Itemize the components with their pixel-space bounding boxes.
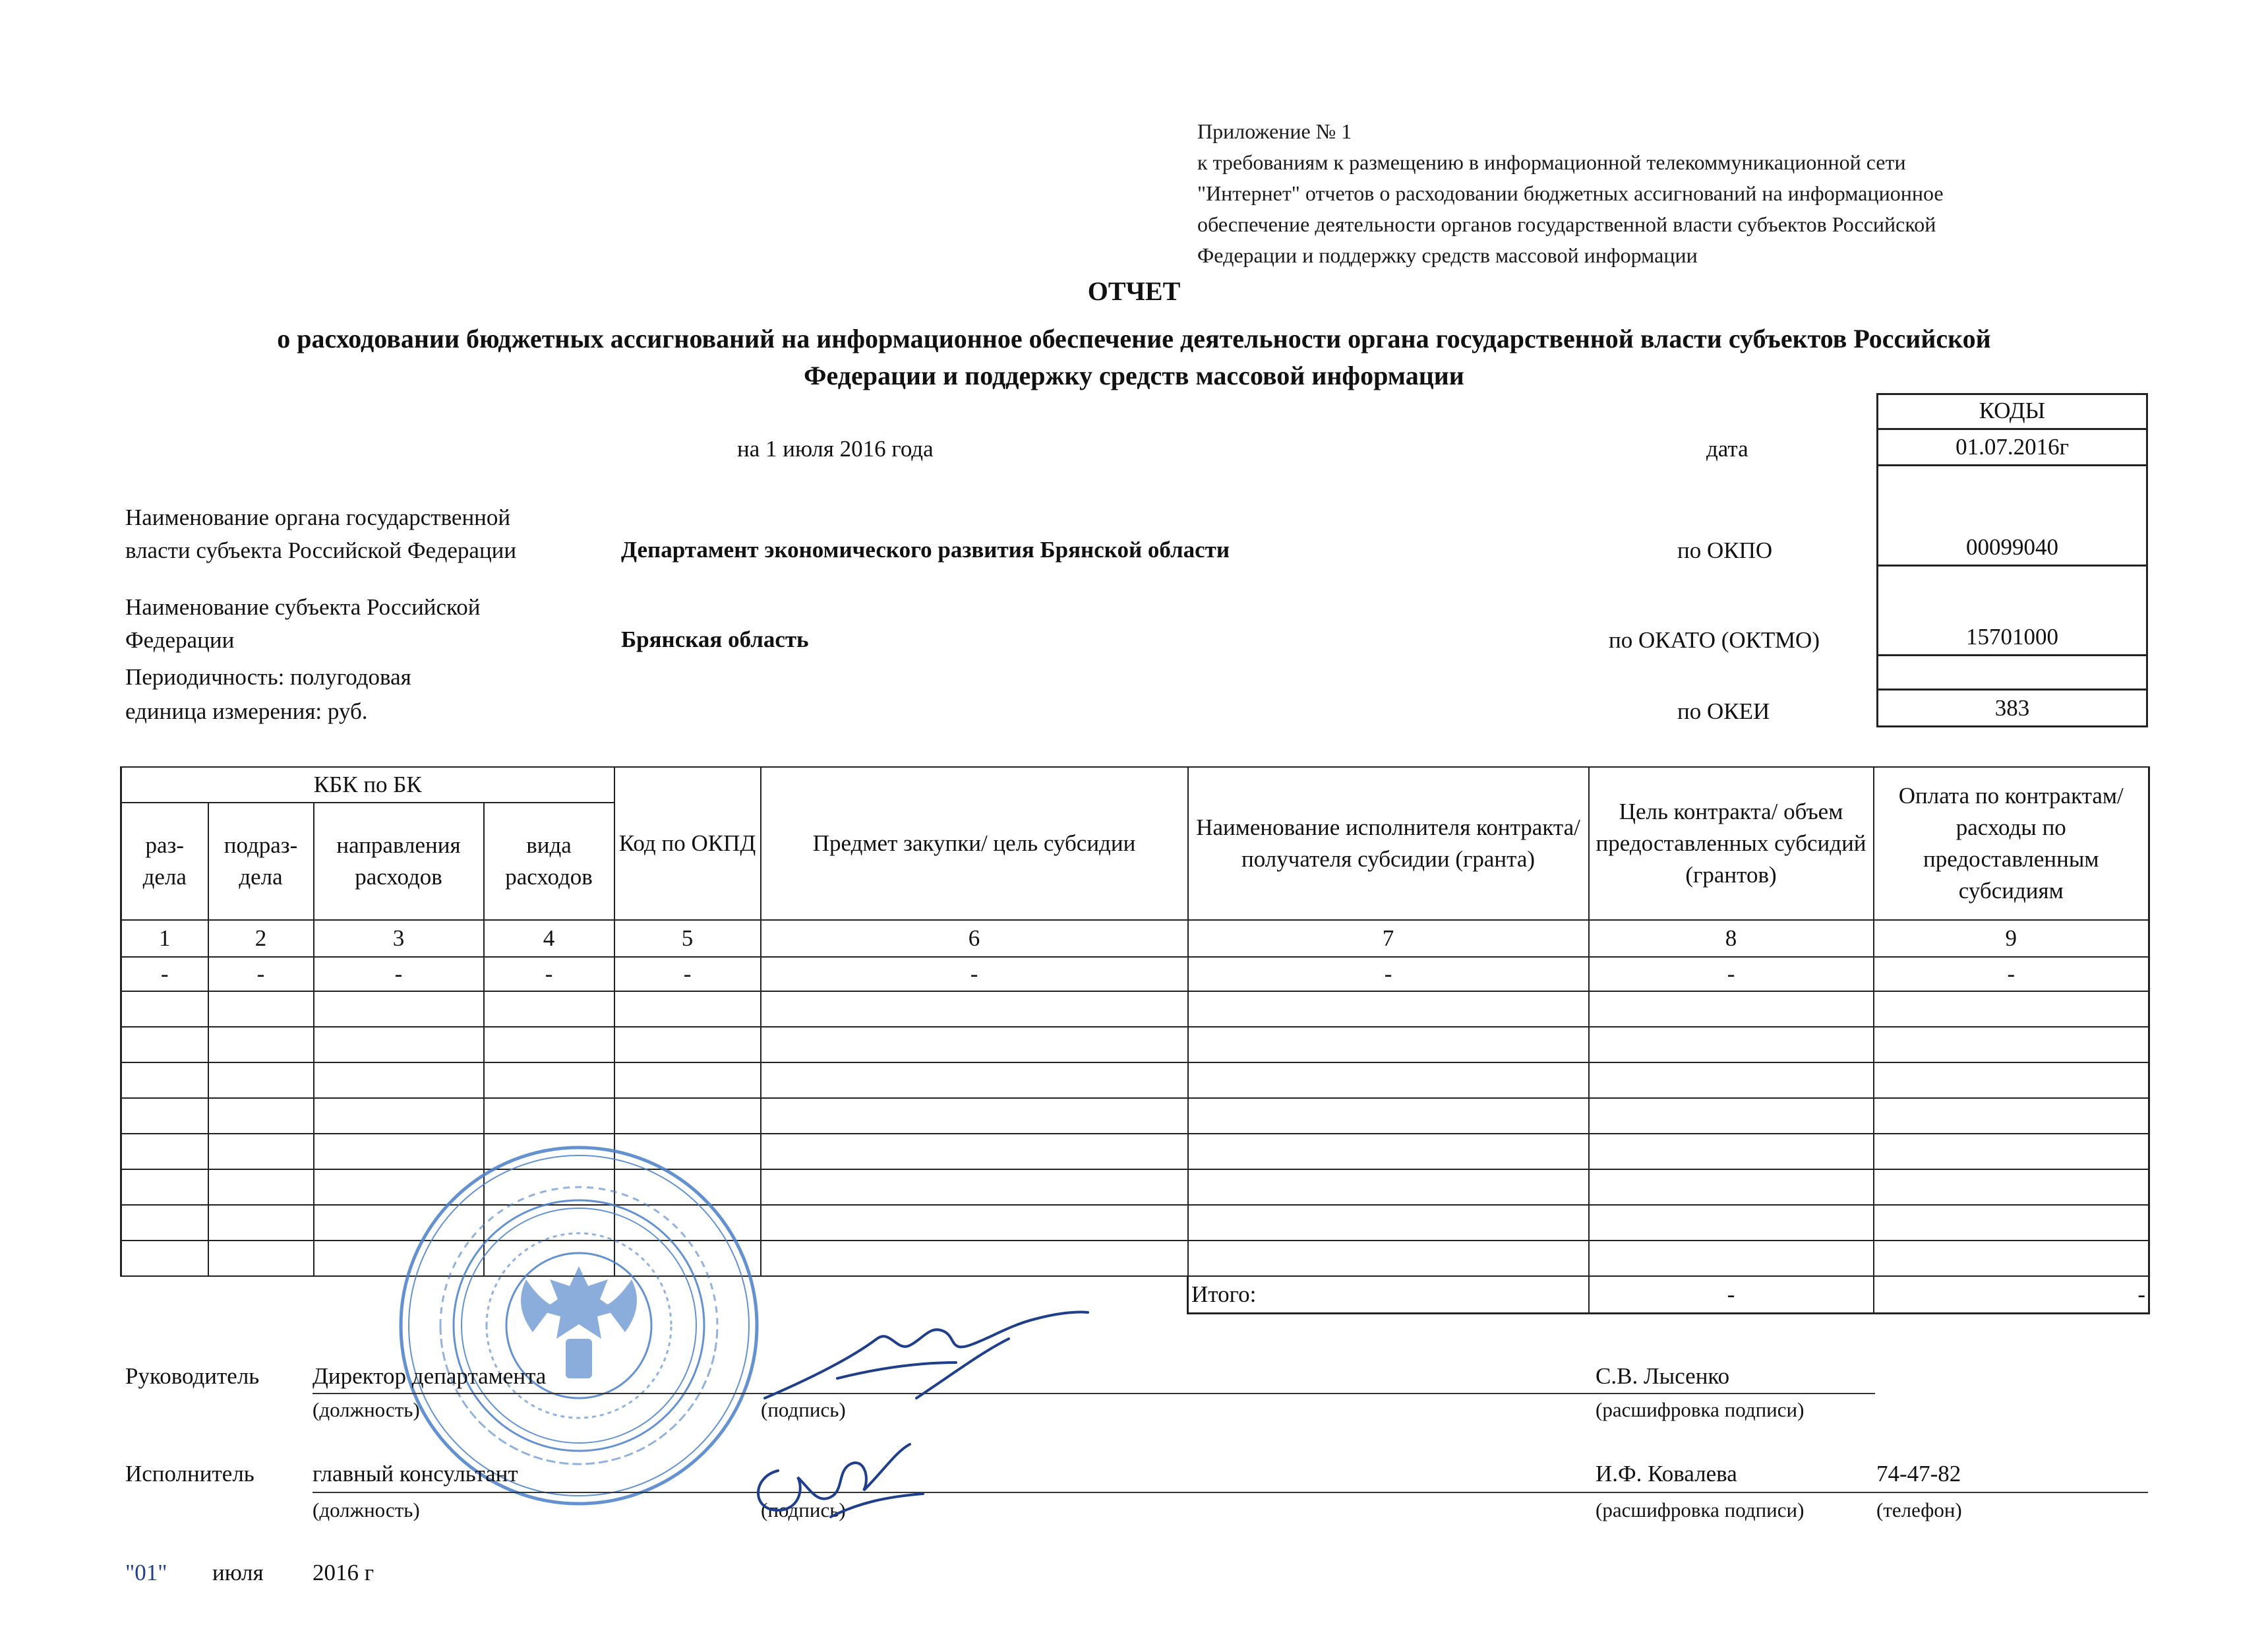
table-cell [121, 1027, 208, 1062]
column-numbers-row [121, 920, 2149, 957]
appendix-line: "Интернет" отчетов о расходовании бюджетных ассигнований на информационное [1197, 181, 1944, 205]
codes-empty-cell [1876, 656, 2148, 690]
hint-position: (должность) [313, 1398, 420, 1421]
table-cell [614, 1062, 761, 1098]
col-number: 7 [1188, 920, 1589, 957]
table-cell [761, 1062, 1188, 1098]
executor-name: И.Ф. Ковалева [1596, 1461, 1737, 1487]
report-date-line: на 1 июля 2016 года [737, 436, 934, 462]
table-cell: - [314, 957, 484, 991]
table-cell [1589, 991, 1874, 1027]
table-cell [614, 1027, 761, 1062]
organ-label-line1: Наименование органа государственной [125, 505, 511, 530]
table-cell [121, 1098, 208, 1134]
table-cell [208, 1134, 314, 1169]
date-day: "01" [125, 1560, 167, 1585]
codes-header: КОДЫ [1876, 393, 2148, 430]
table-cell [208, 1169, 314, 1205]
table-cell [1589, 1169, 1874, 1205]
table-cell [208, 1205, 314, 1241]
table-cell [121, 1134, 208, 1169]
table-row [121, 1062, 2149, 1098]
codes-okato-label: по ОКАТО (ОКТМО) [1609, 627, 1820, 653]
table-cell [1188, 1205, 1589, 1241]
subject-label-line2: Федерации [125, 627, 235, 653]
hint-signature: (подпись) [761, 1498, 846, 1521]
table-cell [121, 1241, 208, 1276]
table-cell [314, 1062, 484, 1098]
col-number: 1 [121, 920, 208, 957]
col-number: 4 [484, 920, 614, 957]
periodicity: Периодичность: полугодовая [125, 664, 411, 690]
hint-signature: (подпись) [761, 1398, 846, 1421]
table-cell: - [1589, 957, 1874, 991]
table-cell [208, 991, 314, 1027]
col-ispolnitel-header: Наименование исполнителя контракта/ получателя субсидии (гранта) [1188, 767, 1589, 920]
date-year: 2016 г [313, 1560, 374, 1585]
executor-phone: 74-47-82 [1876, 1461, 1961, 1487]
codes-okato-value: 15701000 [1876, 567, 2148, 656]
hint-position: (должность) [313, 1498, 420, 1521]
appendix-line: обеспечение деятельности органов государственной власти субъектов Российской [1197, 212, 1936, 236]
table-cell [121, 991, 208, 1027]
table-cell [1188, 1062, 1589, 1098]
executor-signature-line [313, 1492, 2148, 1493]
executor-label: Исполнитель [125, 1461, 254, 1487]
executor-position: главный консультант [313, 1461, 518, 1487]
table-row [121, 957, 2149, 991]
appendix-line: Федерации и поддержку средств массовой информации [1197, 243, 1698, 267]
table-cell [208, 1241, 314, 1276]
col-predmet-header: Предмет закупки/ цель субсидии [761, 767, 1188, 920]
appendix-line: к требованиям к размещению в информационной телекоммуникационной сети [1197, 150, 1906, 174]
table-cell [208, 1098, 314, 1134]
col-number: 6 [761, 920, 1188, 957]
table-cell [1589, 1134, 1874, 1169]
table-cell [484, 991, 614, 1027]
date-month: июля [212, 1560, 264, 1585]
hint-decode: (расшифровка подписи) [1596, 1398, 1805, 1421]
table-cell [1874, 1241, 2149, 1276]
codes-okei-label: по ОКЕИ [1677, 698, 1770, 724]
table-cell [1188, 1169, 1589, 1205]
table-cell [1589, 1241, 1874, 1276]
table-cell [1188, 1098, 1589, 1134]
table-cell [1589, 1098, 1874, 1134]
table-cell: - [1874, 957, 2149, 991]
col-podrazdel-header: подраз-дела [208, 803, 314, 920]
table-cell [761, 1241, 1188, 1276]
table-cell: - [208, 957, 314, 991]
head-label: Руководитель [125, 1363, 260, 1389]
table-cell [1188, 991, 1589, 1027]
appendix-line: Приложение № 1 [1197, 119, 1352, 143]
total-value: - [1589, 1276, 1874, 1314]
codes-okpo-value: 00099040 [1876, 466, 2148, 567]
subject-value: Брянская область [621, 627, 809, 652]
table-cell [1188, 1134, 1589, 1169]
organ-value: Департамент экономического развития Брянской области [621, 537, 1230, 563]
table-row [121, 1027, 2149, 1062]
table-cell [314, 1098, 484, 1134]
table-cell [208, 1062, 314, 1098]
table-cell [484, 1062, 614, 1098]
head-position: Директор департамента [313, 1363, 547, 1389]
table-cell [1874, 1169, 2149, 1205]
report-title: ОТЧЕТ [1087, 276, 1181, 306]
table-cell [1874, 1027, 2149, 1062]
codes-okei-value: 383 [1876, 690, 2148, 727]
col-number: 9 [1874, 920, 2149, 957]
table-cell [121, 1169, 208, 1205]
total-value: - [1874, 1276, 2149, 1314]
col-razdel-header: раз-дела [121, 803, 208, 920]
table-cell [1874, 1098, 2149, 1134]
executor-handwritten-signature [738, 1431, 936, 1543]
table-row [121, 991, 2149, 1027]
head-name: С.В. Лысенко [1596, 1363, 1730, 1389]
hint-phone: (телефон) [1876, 1498, 1962, 1521]
report-subtitle-line1: о расходовании бюджетных ассигнований на информационное обеспечение деятельности органа государственной власти субъектов Российской [277, 324, 1991, 353]
table-cell: - [484, 957, 614, 991]
codes-okpo-label: по ОКПО [1677, 537, 1773, 563]
table-cell [314, 991, 484, 1027]
col-oplata-header: Оплата по контрактам/расходы по предоставленным субсидиям [1874, 767, 2149, 920]
appendix-note [1197, 116, 1944, 271]
codes-date-label: дата [1706, 436, 1748, 462]
table-cell [1874, 1134, 2149, 1169]
kbk-header: КБК по БК [121, 767, 614, 803]
col-number: 5 [614, 920, 761, 957]
table-cell [761, 1098, 1188, 1134]
subject-label-line1: Наименование субъекта Российской [125, 594, 481, 620]
col-number: 2 [208, 920, 314, 957]
table-cell [484, 1027, 614, 1062]
col-napr-header: направления расходов [314, 803, 484, 920]
col-number: 3 [314, 920, 484, 957]
col-okpd-header: Код по ОКПД [614, 767, 761, 920]
table-cell [314, 1027, 484, 1062]
col-number: 8 [1589, 920, 1874, 957]
table-cell [761, 1205, 1188, 1241]
report-subtitle-line2: Федерации и поддержку средств массовой информации [804, 361, 1464, 390]
table-cell [1188, 1027, 1589, 1062]
table-cell [121, 1205, 208, 1241]
table-cell: - [1188, 957, 1589, 991]
table-cell [614, 991, 761, 1027]
total-label: Итого: [1188, 1276, 1589, 1314]
codes-block [1876, 393, 2148, 727]
table-cell [1874, 991, 2149, 1027]
table-cell [1874, 1205, 2149, 1241]
table-cell [761, 1169, 1188, 1205]
col-cel-header: Цель контракта/ объем предоставленных субсидий (грантов) [1589, 767, 1874, 920]
table-cell [761, 991, 1188, 1027]
table-cell: - [121, 957, 208, 991]
head-handwritten-signature [758, 1299, 1101, 1431]
table-cell [761, 1134, 1188, 1169]
col-vida-header: вида расходов [484, 803, 614, 920]
unit-of-measure: единица измерения: руб. [125, 698, 368, 724]
table-cell [614, 1098, 761, 1134]
table-cell [1589, 1027, 1874, 1062]
table-cell [1589, 1205, 1874, 1241]
codes-date-value: 01.07.2016г [1876, 430, 2148, 466]
table-cell [761, 1027, 1188, 1062]
table-cell [1188, 1241, 1589, 1276]
table-cell: - [761, 957, 1188, 991]
table-cell: - [614, 957, 761, 991]
organ-label-line2: власти субъекта Российской Федерации [125, 537, 517, 563]
table-cell [1874, 1062, 2149, 1098]
table-cell [1589, 1062, 1874, 1098]
hint-decode: (расшифровка подписи) [1596, 1498, 1805, 1521]
table-cell [208, 1027, 314, 1062]
table-cell [484, 1098, 614, 1134]
table-row [121, 1098, 2149, 1134]
table-cell [121, 1062, 208, 1098]
